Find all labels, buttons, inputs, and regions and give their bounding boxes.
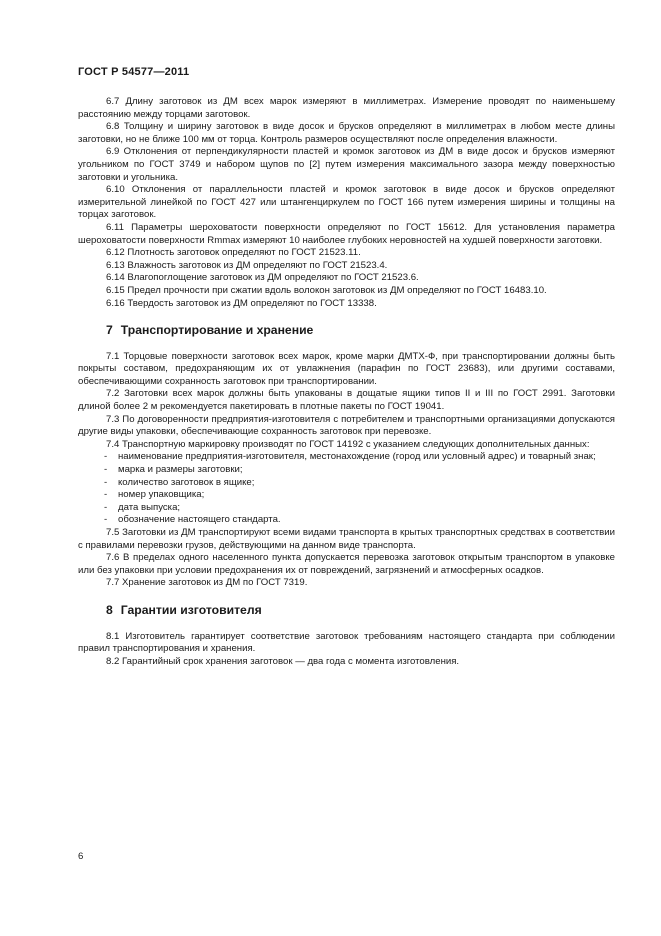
list-dash: -	[104, 514, 108, 526]
list-item-text: наименование предприятия-изготовителя, местонахождение (город или условный адрес) и товарный знак;	[118, 451, 596, 463]
clause-6-12: 6.12 Плотность заготовок определяют по ГОСТ 21523.11.	[106, 247, 361, 259]
list-item-text: обозначение настоящего стандарта.	[118, 514, 281, 526]
clause-6-15: 6.15 Предел прочности при сжатии вдоль волокон заготовок из ДМ определяют по ГОСТ 16483.10.	[106, 284, 547, 296]
list-item-text: номер упаковщика;	[118, 489, 205, 501]
clause-6-7: 6.7 Длину заготовок из ДМ всех марок измеряют в миллиметрах. Измерение проводят по наименьшему расстоянию между торцами заготовок.	[78, 96, 615, 120]
clause-8-1: 8.1 Изготовитель гарантирует соответствие заготовок требованиям настоящего стандарта при соблюдении правил транспортирования и хранения.	[78, 630, 615, 655]
section-7-number: 7	[106, 323, 113, 338]
list-dash: -	[104, 464, 108, 476]
list-item-text: количество заготовок в ящике;	[118, 476, 255, 488]
clause-6-13: 6.13 Влажность заготовок из ДМ определяют по ГОСТ 21523.4.	[106, 259, 388, 271]
list-item	[104, 502, 615, 515]
clause-7-1: 7.1 Торцовые поверхности заготовок всех марок, кроме марки ДМТХ-Ф, при транспортировании должны быть покрыты составом, предохраняющим их от увлажнения (парафин по ГОСТ 23683), или другими составами, обеспечивающими сохранность заготовок при транспортировании.	[78, 350, 615, 387]
clause-8-2: 8.2 Гарантийный срок хранения заготовок — два года с момента изготовления.	[106, 655, 460, 667]
section-8-number: 8	[106, 602, 113, 617]
list-item	[104, 489, 615, 502]
clause-7-6: 7.6 В пределах одного населенного пункта допускается перевозка заготовок открытым транспортом в упаковке или без упаковки при условии предохранения их от повреждений, загрязнений и атмосферных осадков.	[78, 552, 615, 576]
section-8-title: Гарантии изготовителя	[120, 602, 262, 617]
clause-7-7: 7.7 Хранение заготовок из ДМ по ГОСТ 7319.	[106, 577, 308, 589]
list-dash: -	[104, 476, 108, 488]
document-header: ГОСТ Р 54577—2011	[78, 66, 190, 78]
list-item	[104, 477, 615, 490]
clause-6-8: 6.8 Толщину и ширину заготовок в виде досок и брусков определяют в миллиметрах в любом месте длины заготовки, но не ближе 100 мм от торца. Контроль размеров осуществляют после определения влажности.	[78, 121, 615, 145]
list-item	[104, 464, 615, 477]
clause-6-16: 6.16 Твердость заготовок из ДМ определяют по ГОСТ 13338.	[106, 297, 377, 309]
clause-7-2: 7.2 Заготовки всех марок должны быть упакованы в дощатые ящики типов II и III по ГОСТ 2991. Заготовки длиной более 2 м рекомендуется пакетировать в плотные пакеты по ГОСТ 19041.	[78, 388, 615, 413]
list-item-text: дата выпуска;	[118, 501, 181, 513]
clause-7-5: 7.5 Заготовки из ДМ транспортируют всеми видами транспорта в крытых транспортных средствах в соответствии с правилами перевозки грузов, действующими на данном виде транспорта.	[78, 527, 615, 551]
list-item-text: марка и размеры заготовки;	[118, 464, 243, 476]
list-dash: -	[104, 489, 108, 501]
page-number: 6	[78, 851, 84, 862]
clause-7-3: 7.3 По договоренности предприятия-изготовителя с потребителем и транспортными организациями допускаются другие виды упаковки, обеспечивающие сохранность заготовок при перевозке.	[78, 413, 615, 438]
page-content	[78, 96, 615, 668]
list-dash: -	[104, 501, 108, 513]
section-7-heading	[106, 324, 615, 337]
clause-6-10: 6.10 Отклонения от параллельности пластей и кромок заготовок в виде досок и брусков определяют измерительной линейкой по ГОСТ 427 или штангенциркулем по ГОСТ 166 путем измерения ширины и толщины на торцах заготовок.	[78, 184, 615, 221]
list-dash: -	[104, 451, 108, 463]
section-7-title: Транспортирование и хранение	[120, 323, 314, 338]
list-item	[104, 514, 615, 527]
clause-7-4: 7.4 Транспортную маркировку производят по ГОСТ 14192 с указанием следующих дополнительных данных:	[106, 438, 590, 450]
clause-6-9: 6.9 Отклонения от перпендикулярности пластей и кромок заготовок из ДМ в виде досок и брусков измеряют угольником по ГОСТ 3749 и набором щупов по [2] путем измерения максимального зазора между поверхностью заготовки и угольника.	[78, 146, 615, 183]
clause-6-11: 6.11 Параметры шероховатости поверхности определяют по ГОСТ 15612. Для установления параметра шероховатости поверхности Rmmax измеряют 10 наиболее глубоких неровностей на худшей поверхности заготовки.	[78, 221, 615, 246]
section-8-heading	[106, 604, 615, 617]
list-item	[104, 451, 615, 464]
clause-6-14: 6.14 Влагопоглощение заготовок из ДМ определяют по ГОСТ 21523.6.	[106, 272, 419, 284]
